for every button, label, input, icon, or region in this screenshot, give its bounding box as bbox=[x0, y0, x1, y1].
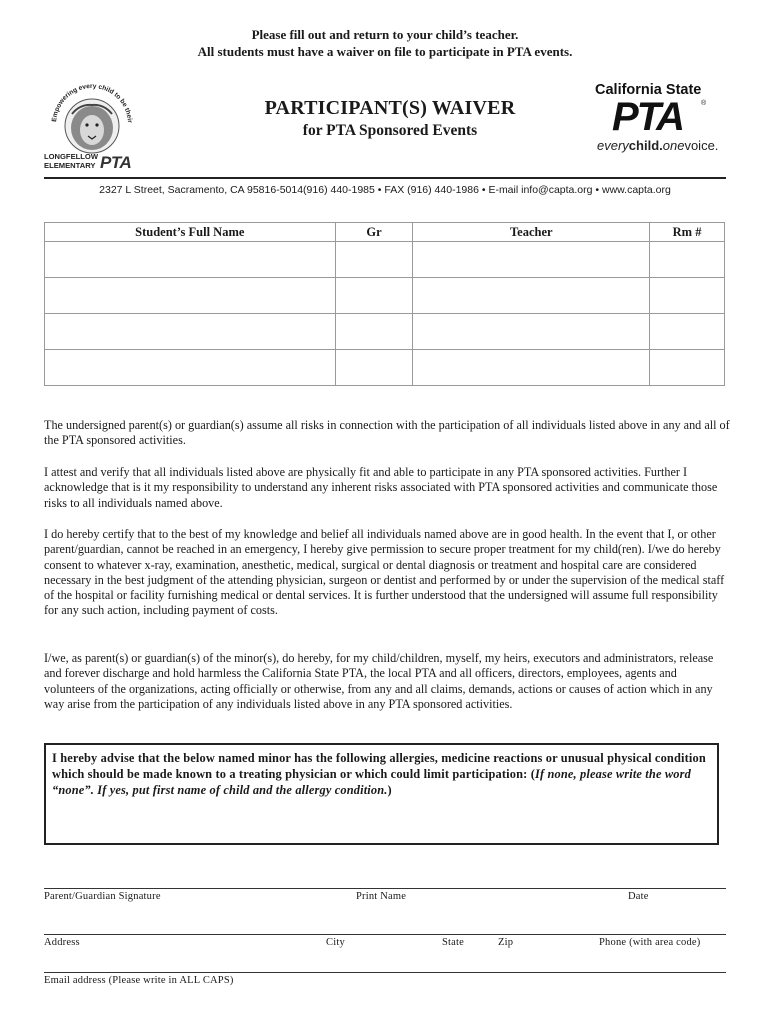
address-line[interactable] bbox=[44, 934, 726, 935]
column-teacher: Teacher bbox=[413, 223, 650, 242]
instruction-line-2: All students must have a waiver on file to participate in PTA events. bbox=[197, 44, 573, 59]
medical-consent-paragraph: I do hereby certify that to the best of my knowledge and belief all individuals named above are in good health. In the event that I, or other parent/guardian, cannot be reached in an emergency, I hereby give permission to secure proper treatment for my child(ren). I/we do hereby consent to whatever x-ray, examination, anesthetic, medical, surgical or dental diagnosis or treatment and hospital care are considered necessary in the best judgment of the attending physician, surgeon or dentist and performed by or under the supervision of the medical staff of the hospital or facility furnishing medical or dental services. It is further understood that the undersigned will assume full responsibility for any such action, including payment of costs. bbox=[44, 527, 725, 618]
table-row bbox=[45, 314, 725, 350]
address-label: Address bbox=[44, 937, 80, 948]
table-row bbox=[45, 350, 725, 386]
teacher-cell[interactable] bbox=[413, 242, 650, 278]
allergy-disclosure-box[interactable] bbox=[44, 743, 719, 845]
grade-cell[interactable] bbox=[335, 350, 413, 386]
table-row bbox=[45, 278, 725, 314]
table-row bbox=[45, 242, 725, 278]
zip-label: Zip bbox=[498, 937, 514, 948]
allergy-statement: I hereby advise that the below named minor has the following allergies, medicine reactions or unusual physical condition which should be made known to a treating physician or which could limit participation: (If none, please write the word “none”. If yes, put first name of child and the allergy condition.) bbox=[52, 751, 706, 797]
teacher-cell[interactable] bbox=[413, 350, 650, 386]
table-header-row bbox=[45, 223, 725, 242]
teacher-cell[interactable] bbox=[413, 278, 650, 314]
student-table bbox=[44, 222, 725, 386]
california-state-pta-name: California State bbox=[595, 82, 702, 98]
column-student-name: Student’s Full Name bbox=[45, 223, 336, 242]
grade-cell[interactable] bbox=[335, 278, 413, 314]
column-grade: Gr bbox=[335, 223, 413, 242]
pta-tagline: everychild.onevoice. bbox=[597, 138, 719, 153]
print-name-label: Print Name bbox=[356, 891, 407, 902]
city-label: City bbox=[326, 937, 345, 948]
registered-mark: ® bbox=[701, 100, 707, 107]
student-name-cell[interactable] bbox=[45, 242, 336, 278]
student-name-cell[interactable] bbox=[45, 314, 336, 350]
email-label: Email address (Please write in ALL CAPS) bbox=[44, 975, 234, 986]
room-cell[interactable] bbox=[650, 350, 725, 386]
parent-signature-label: Parent/Guardian Signature bbox=[44, 891, 161, 902]
risk-assumption-paragraph: The undersigned parent(s) or guardian(s) assume all risks in connection with the participation of all individuals listed above in any and all of the PTA sponsored activities. bbox=[44, 418, 730, 448]
school-name: LONGFELLOW ELEMENTARY bbox=[44, 152, 98, 170]
header-divider bbox=[44, 177, 726, 179]
phone-label: Phone (with area code) bbox=[599, 937, 701, 948]
room-cell[interactable] bbox=[650, 242, 725, 278]
form-title-block bbox=[200, 97, 580, 140]
student-name-cell[interactable] bbox=[45, 350, 336, 386]
contact-line: 2327 L Street, Sacramento, CA 95816-5014(916) 440-1985 • FAX (916) 440-1986 • E-mail info@capta.org • www.capta.org bbox=[99, 184, 671, 196]
email-line[interactable] bbox=[44, 972, 726, 973]
allergy-hint: If none, please write the word “none”. If yes, put first name of child and the allergy condition. bbox=[52, 767, 691, 797]
california-pta-wordmark: PTA bbox=[612, 95, 684, 139]
school-pta-wordmark: PTA bbox=[100, 153, 132, 172]
form-title: PARTICIPANT(S) WAIVER bbox=[264, 97, 516, 119]
state-label: State bbox=[442, 937, 464, 948]
signature-line[interactable] bbox=[44, 888, 726, 889]
grade-cell[interactable] bbox=[335, 314, 413, 350]
fitness-attestation-paragraph: I attest and verify that all individuals listed above are physically fit and able to participate in any PTA sponsored activities. Further I acknowledge that is it my responsibility to understand any inherent risks associated with PTA sponsored activities and communicate those risks to all individuals named above. bbox=[44, 465, 718, 510]
room-cell[interactable] bbox=[650, 278, 725, 314]
column-room: Rm # bbox=[650, 223, 725, 242]
form-subtitle: for PTA Sponsored Events bbox=[302, 122, 478, 139]
date-label: Date bbox=[628, 891, 649, 902]
school-motto-arc: Empowering every child to be their bbox=[51, 82, 133, 124]
room-cell[interactable] bbox=[650, 314, 725, 350]
instruction-line-1: Please fill out and return to your child’s teacher. bbox=[251, 27, 519, 42]
grade-cell[interactable] bbox=[335, 242, 413, 278]
teacher-cell[interactable] bbox=[413, 314, 650, 350]
release-paragraph: I/we, as parent(s) or guardian(s) of the minor(s), do hereby, for my child/children, myself, my heirs, executors and administrators, release and forever discharge and hold harmless the California State PTA, the local PTA and all officers, directors, employees, agents and volunteers of the organizations, acting officially or otherwise, from any and all claims, demands, actions or causes of action which in any way arise from the participation of any individuals listed above in any PTA sponsored activities. bbox=[44, 651, 714, 711]
student-name-cell[interactable] bbox=[45, 278, 336, 314]
